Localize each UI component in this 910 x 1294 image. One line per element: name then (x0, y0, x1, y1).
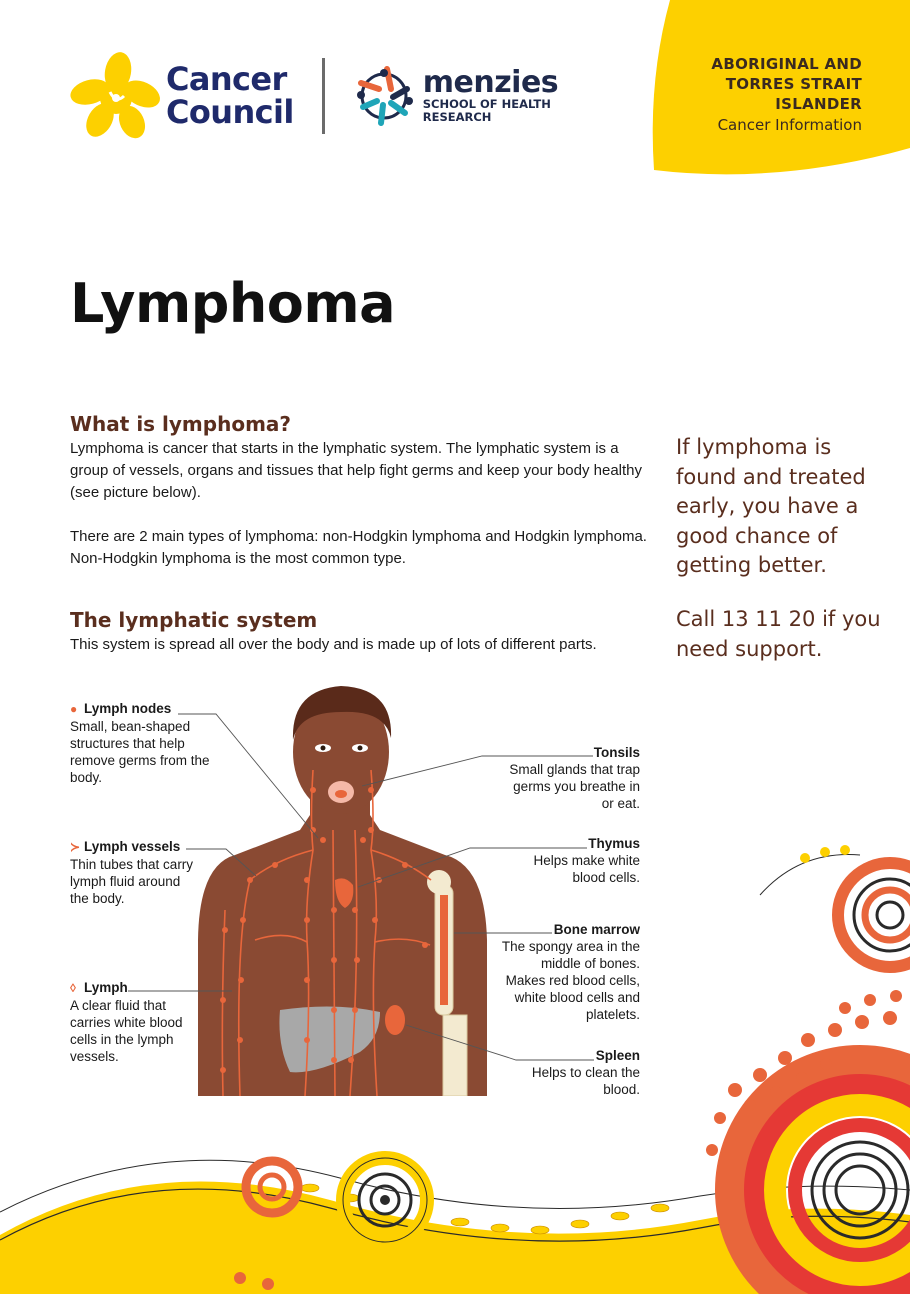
cc-line-1: Cancer (166, 60, 287, 98)
what-is-para-1: Lymphoma is cancer that starts in the lymphatic system. The lymphatic system is a group of vessels, organs and tissues that help fight germs and keep your body healthy (see picture below). (70, 440, 643, 501)
bone-marrow-title: Bone marrow (553, 922, 640, 937)
spleen-title: Spleen (595, 1048, 640, 1063)
tonsils-desc: Small glands that trap germs you breathe in or eat. (509, 762, 640, 811)
lymph-drop-icon: ◊ (70, 981, 76, 995)
spleen-desc: Helps to clean the blood. (531, 1065, 640, 1097)
tag-subtitle: Cancer Information (717, 116, 862, 134)
what-is-para-2: There are 2 main types of lymphoma: non-Hodgkin lymphoma and Hodgkin lymphoma. Non-Hodgkin lymphoma is the most common type. (70, 528, 647, 567)
callout-support: Call 13 11 20 if you need support. (676, 607, 881, 661)
circle-motif-top-right (838, 863, 910, 967)
lymph-desc: A clear fluid that carries white blood cells in the lymph vessels. (70, 998, 183, 1064)
thymus-title: Thymus (588, 836, 640, 851)
cc-line-2: Council (166, 93, 294, 131)
bone-marrow-desc: The spongy area in the middle of bones. Makes red blood cells, white blood cells and platelets. (501, 939, 640, 1022)
thymus-desc: Helps make white blood cells. (533, 853, 640, 885)
tag-line-1: ABORIGINAL AND (711, 55, 862, 73)
lymph-nodes-desc: Small, bean-shaped structures that help remove germs from the body. (70, 719, 210, 785)
what-is-heading: What is lymphoma? (70, 412, 292, 436)
lymph-vessels-desc: Thin tubes that carry lymph fluid around the body. (70, 857, 194, 906)
tag-line-3: ISLANDER (775, 95, 862, 113)
lymph-title: Lymph (84, 980, 128, 995)
lymphatic-para: This system is spread all over the body and is made up of lots of different parts. (70, 636, 597, 653)
lymph-nodes-title: Lymph nodes (84, 701, 172, 716)
tonsils-title: Tonsils (593, 745, 640, 760)
lymphatic-heading: The lymphatic system (70, 608, 318, 632)
lymph-vessel-icon: ≻ (70, 840, 81, 854)
menzies-name: menzies (422, 65, 559, 100)
callout-early: If lymphoma is found and treated early, you have a good chance of getting better. (676, 435, 866, 577)
tag-line-2: TORRES STRAIT (725, 75, 862, 93)
menzies-sub-1: SCHOOL OF HEALTH (422, 97, 551, 111)
lymph-vessels-title: Lymph vessels (84, 839, 181, 854)
menzies-sub-2: RESEARCH (422, 110, 492, 124)
lymph-node-dot-icon: ● (70, 702, 78, 716)
page-title: Lymphoma (70, 272, 396, 335)
